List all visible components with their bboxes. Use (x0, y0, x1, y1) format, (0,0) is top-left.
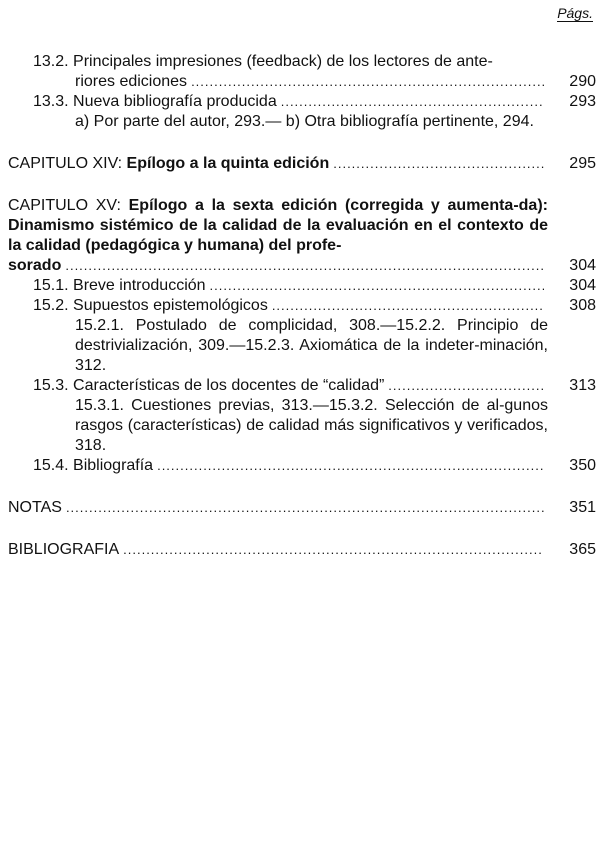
pages-column-header: Págs. (557, 5, 593, 21)
toc-entry-15-1[interactable] (33, 276, 596, 296)
leader-dots (65, 256, 544, 276)
toc-entry-15-4[interactable] (33, 456, 596, 476)
toc-chapter-15-title-end: sorado (8, 257, 62, 274)
toc-notas-text: NOTAS (8, 499, 62, 516)
toc-bibliografia-text: BIBLIOGRAFIA (8, 541, 120, 558)
chapter-prefix: CAPITULO XV: (8, 197, 129, 214)
chapter-title: Epílogo a la sexta edición (corregida y aumenta-da): Dinamismo sistémico de la calidad de la evaluación en el contexto de la calidad (pedagógica y humana) del profe- (8, 197, 548, 254)
toc-entry-15-1-text: 15.1. Breve introducción (33, 277, 206, 294)
leader-dots (191, 72, 544, 92)
toc-chapter-14[interactable] (8, 154, 596, 174)
toc-entry-15-2[interactable] (33, 296, 596, 316)
toc-entry-15-2-subentries: 15.2.1. Postulado de complicidad, 308.—15.2.2. Principio de destrivialización, 309.—15.2.3. Axiomática de la indeter-minación, 312. (75, 317, 548, 374)
leader-dots (123, 540, 544, 560)
toc-entry-15-3-subentries: 15.3.1. Cuestiones previas, 313.—15.3.2. Selección de al-gunos rasgos (características) de calidad más significativos y verificados, 318. (75, 397, 548, 454)
toc-entry-13-2-text: riores ediciones (75, 73, 188, 90)
toc-entry-15-3-page: 313 (569, 377, 596, 394)
toc-bibliografia-page: 365 (569, 541, 596, 558)
toc-entry-13-2-line1: 13.2. Principales impresiones (feedback) de los lectores de ante- (33, 53, 493, 70)
toc-chapter-14-text (8, 154, 329, 174)
toc-entry-13-3-page: 293 (569, 93, 596, 110)
toc-entry-13-2-page: 290 (569, 73, 596, 90)
toc-entry-15-2-text: 15.2. Supuestos epistemológicos (33, 297, 268, 314)
table-of-contents (8, 52, 596, 560)
leader-dots (157, 456, 544, 476)
toc-entry-13-3[interactable] (33, 92, 596, 112)
toc-entry-15-1-page: 304 (569, 277, 596, 294)
toc-entry-15-3-text: 15.3. Características de los docentes de “calidad” (33, 377, 385, 394)
toc-chapter-15-heading (8, 196, 548, 256)
leader-dots (333, 154, 544, 174)
chapter-prefix: CAPITULO XIV: (8, 155, 127, 172)
toc-chapter-15[interactable] (8, 256, 596, 276)
toc-entry-15-4-page: 350 (569, 457, 596, 474)
toc-bibliografia[interactable] (8, 540, 596, 560)
toc-notas-page: 351 (569, 499, 596, 516)
chapter-title: Epílogo a la quinta edición (126, 155, 330, 172)
leader-dots (388, 376, 544, 396)
leader-dots (281, 92, 544, 112)
toc-entry-13-2[interactable] (75, 72, 596, 92)
toc-entry-15-4-text: 15.4. Bibliografía (33, 457, 154, 474)
leader-dots (272, 296, 544, 316)
toc-entry-15-2-page: 308 (569, 297, 596, 314)
leader-dots (210, 276, 544, 296)
toc-entry-13-3-subentries: a) Por parte del autor, 293.— b) Otra bibliografía pertinente, 294. (75, 113, 534, 130)
leader-dots (66, 498, 544, 518)
toc-entry-15-3[interactable] (33, 376, 596, 396)
toc-chapter-15-page: 304 (569, 257, 596, 274)
toc-chapter-14-page: 295 (569, 155, 596, 172)
toc-entry-13-3-text: 13.3. Nueva bibliografía producida (33, 93, 277, 110)
toc-notas[interactable] (8, 498, 596, 518)
